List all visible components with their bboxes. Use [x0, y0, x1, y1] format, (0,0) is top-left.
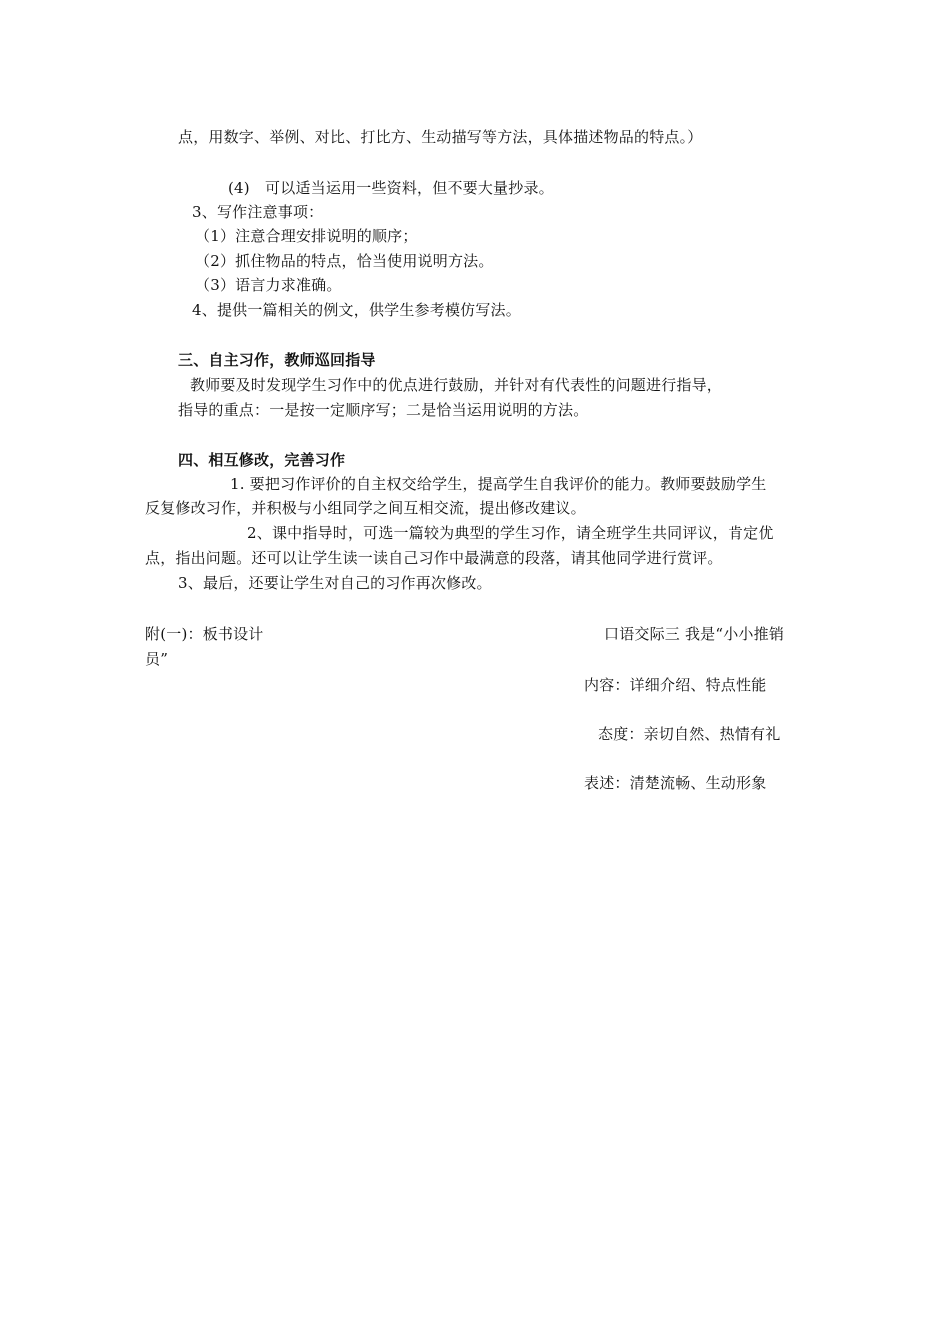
appendix-label: 附(一)：板书设计: [145, 625, 264, 643]
list-item: （1）注意合理安排说明的顺序；: [195, 227, 418, 245]
list-item: （2）抓住物品的特点，恰当使用说明方法。: [195, 252, 494, 270]
list-item: （3）语言力求准确。: [195, 276, 342, 294]
paragraph-line: 2、课中指导时，可选一篇较为典型的学生习作，请全班学生共同评议，肯定优: [247, 524, 774, 542]
board-title: 口语交际三 我是“小小推销: [604, 625, 785, 643]
subheading: 3、写作注意事项：: [192, 203, 324, 221]
section-heading: 四、相互修改，完善习作: [178, 451, 346, 469]
board-item: 态度：亲切自然、热情有礼: [598, 725, 781, 743]
section-heading: 三、自主习作，教师巡回指导: [178, 351, 376, 369]
list-item: (4) 可以适当运用一些资料，但不要大量抄录。: [228, 179, 554, 197]
board-item: 内容：详细介绍、特点性能: [584, 676, 767, 694]
board-item: 表述：清楚流畅、生动形象: [584, 774, 767, 792]
paragraph-line: 1. 要把习作评价的自主权交给学生，提高学生自我评价的能力。教师要鼓励学生: [230, 475, 767, 493]
paragraph-line: 点，指出问题。还可以让学生读一读自己习作中最满意的段落，请其他同学进行赏评。: [145, 549, 723, 567]
board-title-continued: 员”: [145, 650, 169, 668]
paragraph-line: 教师要及时发现学生习作中的优点进行鼓励，并针对有代表性的问题进行指导，: [190, 376, 723, 394]
paragraph-line: 3、最后，还要让学生对自己的习作再次修改。: [178, 574, 492, 592]
list-item: 4、提供一篇相关的例文，供学生参考模仿写法。: [192, 301, 521, 319]
paragraph-line: 点，用数字、举例、对比、打比方、生动描写等方法，具体描述物品的特点。）: [178, 128, 703, 146]
paragraph-line: 指导的重点：一是按一定顺序写；二是恰当运用说明的方法。: [178, 401, 589, 419]
paragraph-line: 反复修改习作，并积极与小组同学之间互相交流，提出修改建议。: [145, 499, 586, 517]
